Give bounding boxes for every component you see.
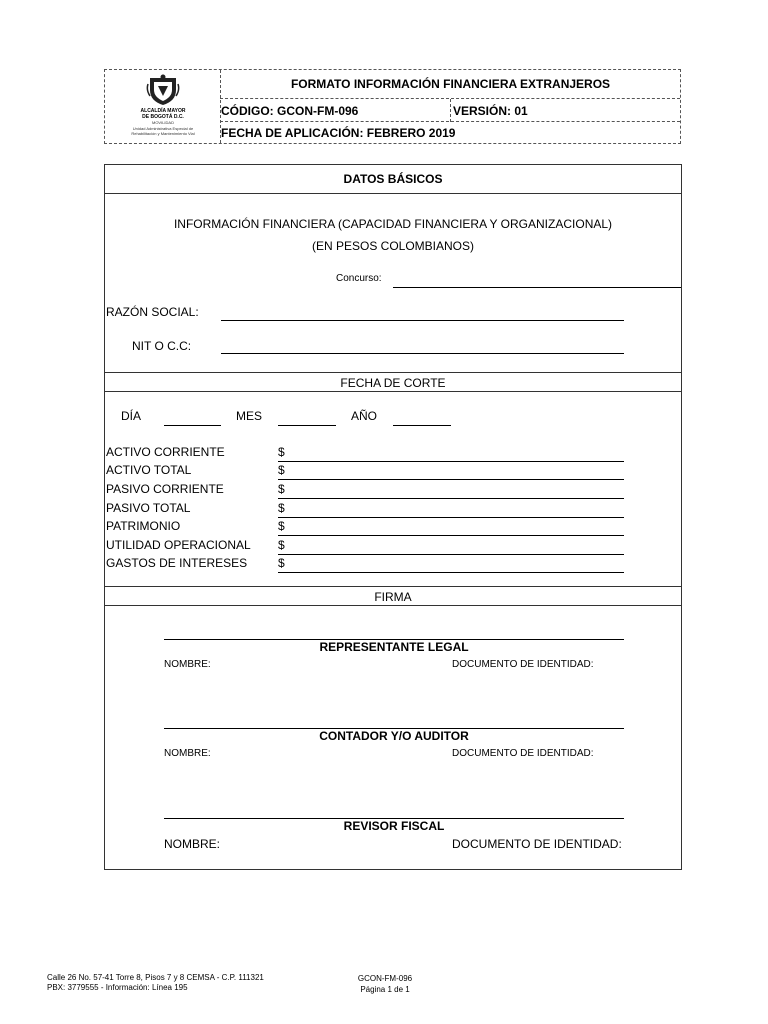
financial-item-label: PATRIMONIO [106, 519, 181, 533]
documento-label: DOCUMENTO DE IDENTIDAD: [452, 748, 594, 759]
currency-symbol: $ [278, 556, 285, 570]
financial-item-label: ACTIVO TOTAL [106, 463, 192, 477]
razon-social-label: RAZÓN SOCIAL: [106, 305, 199, 319]
razon-social-field[interactable] [221, 320, 624, 321]
info-line-2: (EN PESOS COLOMBIANOS) [311, 239, 475, 253]
dia-field[interactable] [164, 425, 221, 426]
currency-symbol: $ [278, 463, 285, 477]
currency-symbol: $ [278, 482, 285, 496]
nit-field[interactable] [221, 353, 624, 354]
financial-item-label: GASTOS DE INTERESES [106, 556, 248, 570]
mes-label: MES [236, 409, 263, 423]
info-line-1: INFORMACIÓN FINANCIERA (CAPACIDAD FINANCIERA Y ORGANIZACIONAL) [173, 217, 613, 231]
amount-field[interactable] [278, 535, 624, 536]
logo-text-4: Unidad Administrativa Especial de [132, 126, 194, 131]
amount-field[interactable] [278, 554, 624, 555]
footer-address-line-2: PBX: 3779555 - Información: Línea 195 [47, 983, 188, 992]
concurso-label: Concurso: [336, 273, 382, 284]
logo-text-2: DE BOGOTÁ D.C. [142, 114, 184, 120]
signature-role: REVISOR FISCAL [343, 819, 445, 833]
footer-address-line-1: Calle 26 No. 57-41 Torre 8, Pisos 7 y 8 CEMSA - C.P. 111321 [47, 973, 264, 982]
section-divider [105, 391, 681, 392]
coat-of-arms-icon [146, 74, 180, 106]
currency-symbol: $ [278, 519, 285, 533]
nombre-label: NOMBRE: [164, 837, 221, 851]
signature-role: REPRESENTANTE LEGAL [319, 640, 469, 654]
footer-page-number: Página 1 de 1 [360, 985, 410, 994]
financial-item-label: ACTIVO CORRIENTE [106, 445, 225, 459]
alcaldia-logo [105, 70, 220, 144]
section-title-firma: FIRMA [374, 590, 412, 604]
financial-item-label: UTILIDAD OPERACIONAL [106, 538, 251, 552]
amount-field[interactable] [278, 572, 624, 573]
currency-symbol: $ [278, 538, 285, 552]
section-title-datos-basicos: DATOS BÁSICOS [343, 172, 443, 186]
logo-text-1: ALCALDÍA MAYOR [140, 108, 186, 114]
concurso-field[interactable] [393, 287, 681, 288]
amount-field[interactable] [278, 517, 624, 518]
section-divider [105, 605, 681, 606]
section-divider [105, 193, 681, 194]
signature-role: CONTADOR Y/O AUDITOR [319, 729, 469, 743]
section-divider [105, 586, 681, 587]
amount-field[interactable] [278, 479, 624, 480]
nombre-label: NOMBRE: [164, 659, 211, 670]
nit-label: NIT O C.C: [132, 339, 192, 353]
nombre-label: NOMBRE: [164, 748, 211, 759]
amount-field[interactable] [278, 498, 624, 499]
section-title-fecha-corte: FECHA DE CORTE [340, 376, 446, 390]
anio-label: AÑO [351, 409, 378, 423]
footer-doc-code: GCON-FM-096 [357, 974, 413, 983]
form-application-date: FECHA DE APLICACIÓN: FEBRERO 2019 [221, 126, 456, 140]
document-header [104, 69, 681, 144]
anio-field[interactable] [393, 425, 451, 426]
header-divider [450, 99, 451, 122]
documento-label: DOCUMENTO DE IDENTIDAD: [452, 837, 622, 851]
logo-text-3: MOVILIDAD [151, 120, 174, 125]
logo-text-5: Rehabilitación y Mantenimiento Vial [131, 131, 195, 136]
financial-item-label: PASIVO CORRIENTE [106, 482, 224, 496]
currency-symbol: $ [278, 501, 285, 515]
form-code: CÓDIGO: GCON-FM-096 [221, 104, 359, 118]
currency-symbol: $ [278, 445, 285, 459]
section-divider [105, 372, 681, 373]
financial-item-label: PASIVO TOTAL [106, 501, 191, 515]
form-version: VERSIÓN: 01 [453, 104, 528, 118]
documento-label: DOCUMENTO DE IDENTIDAD: [452, 659, 594, 670]
mes-field[interactable] [278, 425, 336, 426]
form-title: FORMATO INFORMACIÓN FINANCIERA EXTRANJEROS [290, 77, 611, 91]
amount-field[interactable] [278, 461, 624, 462]
financial-info-form [104, 164, 682, 870]
dia-label: DÍA [121, 409, 142, 423]
